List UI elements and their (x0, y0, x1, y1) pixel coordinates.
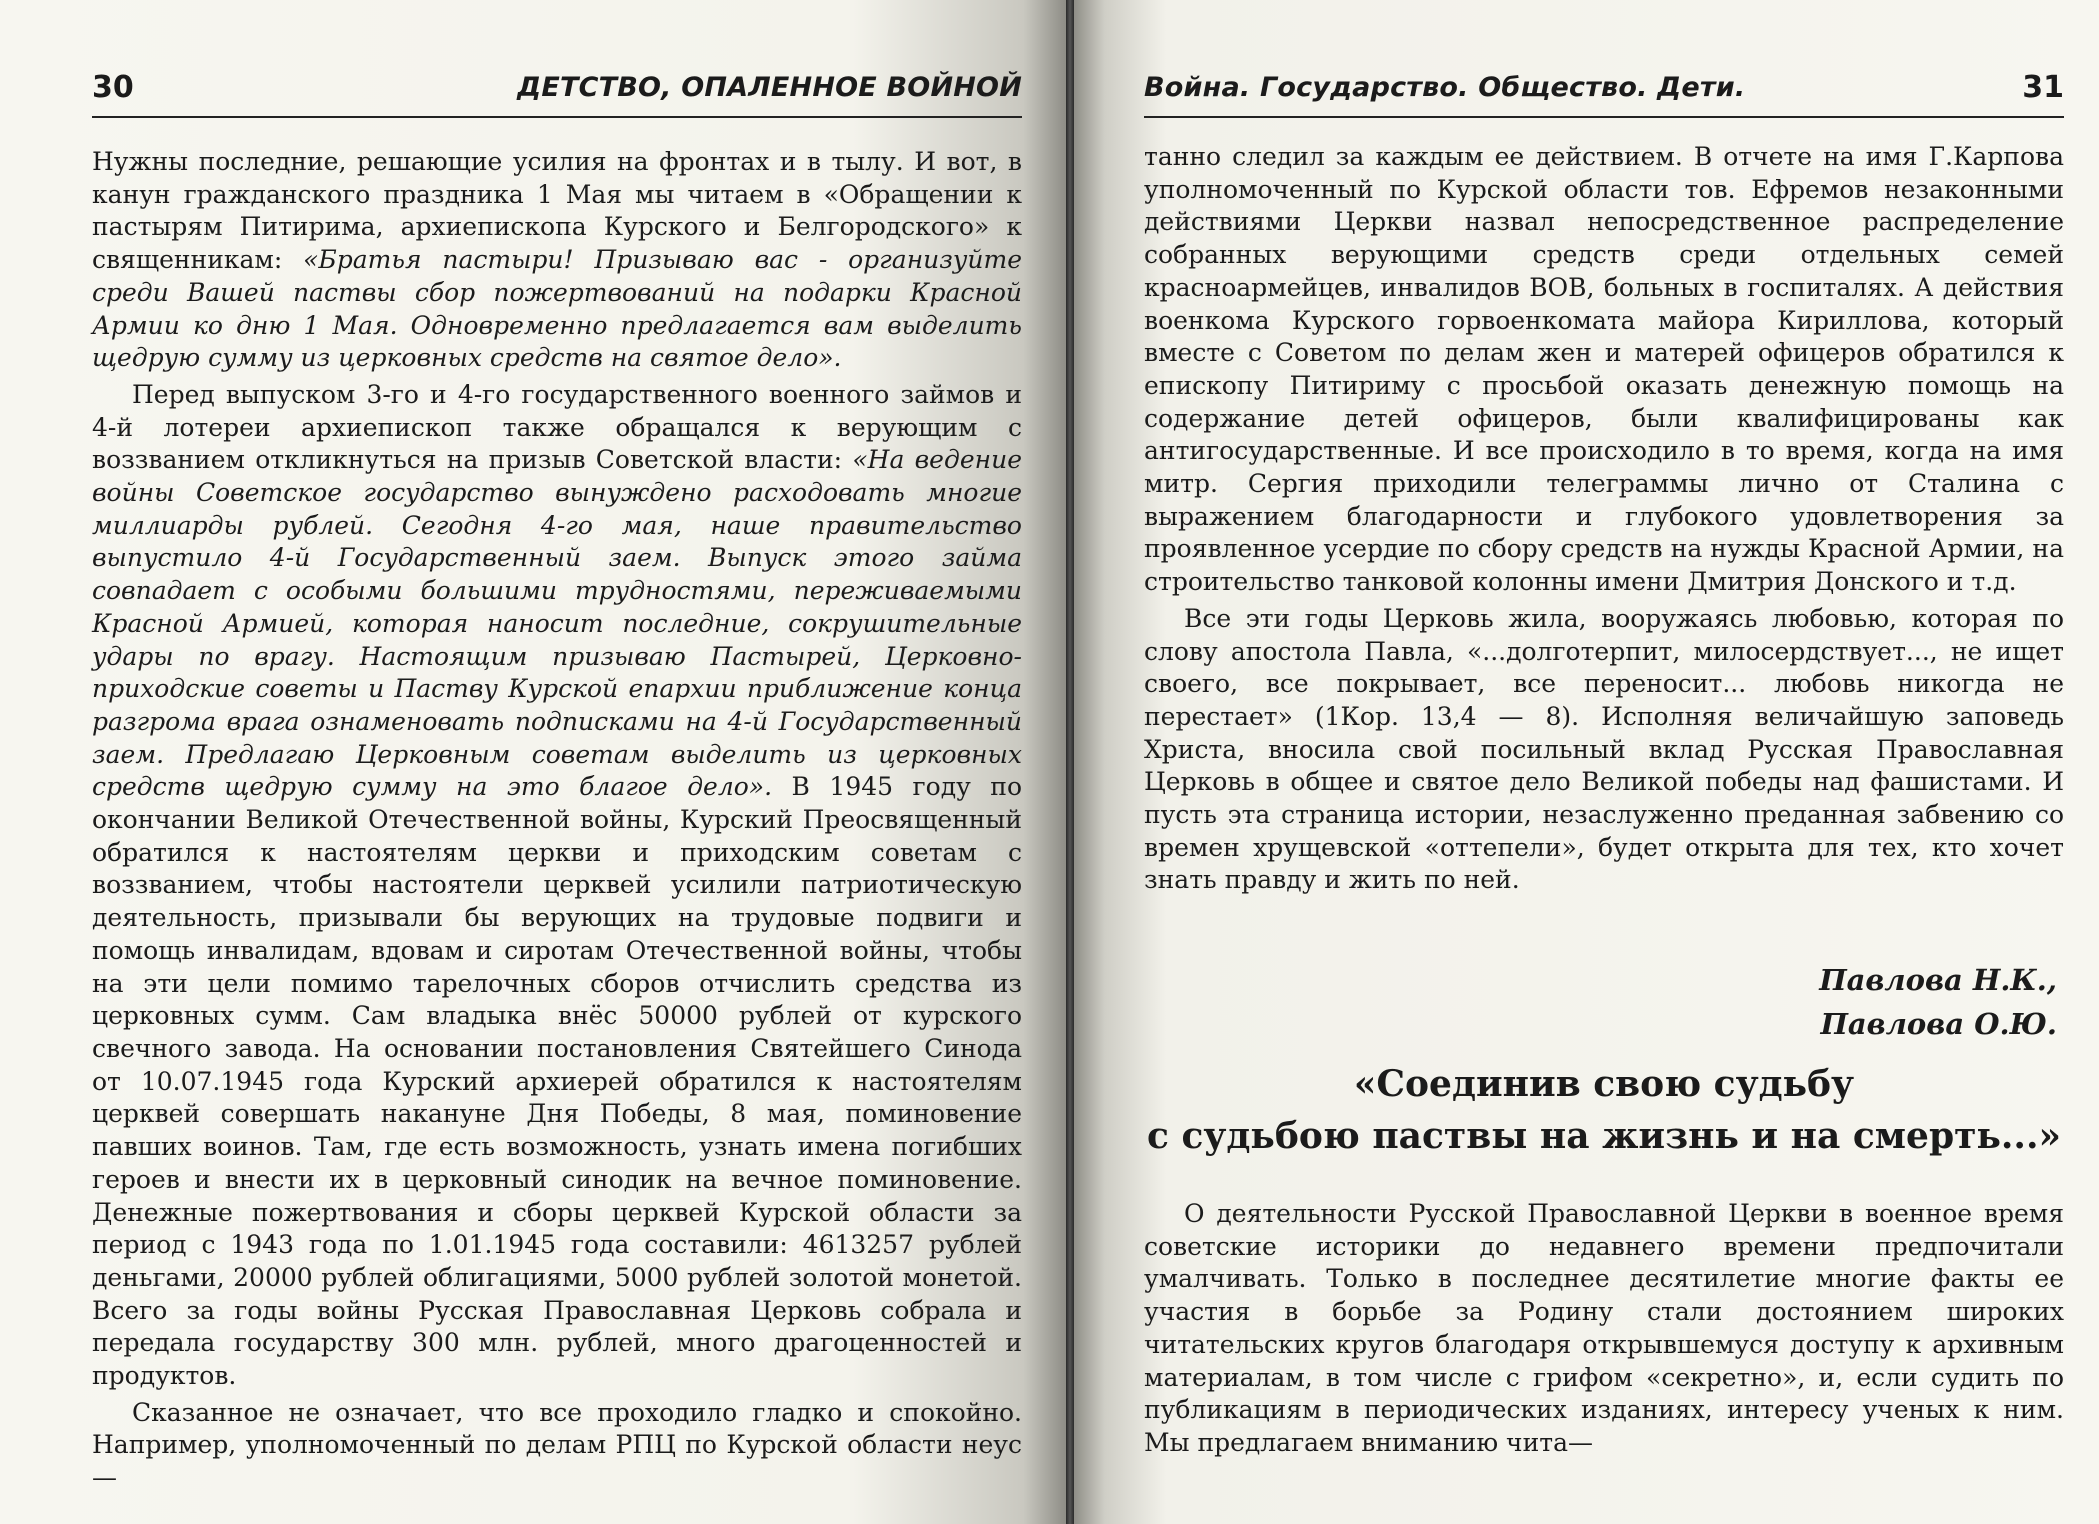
section-heading (1144, 1058, 2064, 1162)
author-name: Павлова О.Ю. (1820, 1007, 2057, 1041)
paragraph: танно следил за каждым ее действием. В отчете на имя Г.Карпова уполномоченный по Курской области тов. Ефремов незаконными действиями Церкви назвал непосредственное распределение собранных верующими средств среди отдельных семей красноармейцев, инвалидов ВОВ, больных в госпиталях. А действия военкома Курского горвоенкомата майора Кириллова, который вместе с Советом по делам жен и матерей офицеров обратился к епископу Питириму с просьбой оказать денежную помощь на содержание детей офицеров, были квалифицированы как антигосударственные. И все происходило в то время, когда на имя митр. Сергия приходили телеграммы лично от Сталина с выражением благодарности и глубокого удовлетворения за проявленное усердие по сбору средств на нужды Красной Армии, на строительство танковой колонны имени Дмитрия Донского и т.д. (1144, 142, 2064, 597)
left-page-header (92, 64, 1022, 118)
right-page-body (1144, 141, 2064, 897)
left-page-number: 30 (92, 70, 134, 105)
paragraph-text: Нужны последние, решающие усилия на фронтах и в тылу. И вот, в канун гражданского праздника 1 Мая мы читаем в «Обращении к пастырям Питирима, архиепископа Курского и Белгородского» к священникам: (92, 147, 1022, 275)
paragraph (92, 146, 1022, 375)
author-signature (1819, 958, 2057, 1046)
quotation: «Братья пастыри! Призываю вас - организуйте среди Вашей паствы сбор пожертвований на подарки Красной Армии ко дню 1 Мая. Одновременно предлагается вам выделить щедрую сумму из церковных средств на святое дело». (92, 245, 1023, 373)
paragraph: Сказанное не означает, что все проходило гладко и спокойно. Например, уполномоченный по делам РПЦ по Курской области неус— (92, 1397, 1022, 1493)
left-page-body (92, 146, 1022, 1495)
author-name: Павлова Н.К., (1819, 963, 2057, 997)
right-page (1074, 0, 2099, 1524)
left-running-title: ДЕТСТВО, ОПАЛЕННОЕ ВОЙНОЙ (517, 72, 1022, 103)
quotation: «На ведение войны Советское государство вынуждено расходовать многие миллиарды рублей. Сегодня 4-го мая, наше правительство выпустило 4-й Государственный заем. Выпуск этого займа совпадает с особыми большими трудностями, переживаемыми Красной Армией, которая наносит последние, сокрушительные удары по врагу. Настоящим призываю Пастырей, Церковно-приходские советы и Паству Курской епархии приближение конца разгрома врага ознаменовать подписками на 4-й Государственный заем. Предлагаю Церковным советам выделить из церковных средств щедрую сумму на это благое дело». (92, 445, 1022, 802)
right-page-header (1144, 64, 2064, 118)
section-body (1144, 1198, 2064, 1460)
book-gutter (1066, 0, 1074, 1524)
paragraph: Все эти годы Церковь жила, вооружаясь любовью, которая по слову апостола Павла, «...долготерпит, милосердствует..., не ищет своего, все покрывает, все переносит... любовь никогда не перестает» (1Кор. 13,4 — 8). Исполняя величайшую заповедь Христа, вносила свой посильный вклад Русская Православная Церковь в общее и святое дело Великой победы над фашистами. И пусть эта страница истории, незаслуженно преданная забвению со времен хрущевской «оттепели», будет открыта для тех, кто хочет знать правду и жить по ней. (1144, 603, 2064, 895)
right-page-number: 31 (2022, 70, 2064, 105)
paragraph: О деятельности Русской Православной Церкви в военное время советские историки до недавнего времени предпочитали умалчивать. Только в последнее десятилетие многие факты ее участия в борьбе за Родину стали достоянием широких читательских кругов благодаря открывшемуся доступу к архивным материалам, в том числе с грифом «секретно», и, если судить по публикациям в периодических изданиях, интересу ученых к ним. Мы предлагаем вниманию чита— (1144, 1199, 2064, 1457)
heading-line: «Соединив свою судьбу (1353, 1063, 1855, 1105)
paragraph-text: Перед выпуском 3-го и 4-го государственного военного займов и 4-й лотереи архиепископ также обращался к верующим с воззванием откликнуться на призыв Советской власти: (92, 379, 1022, 475)
paragraph (92, 379, 1022, 1393)
paragraph-text: В 1945 году по окончании Великой Отечественной войны, Курский Преосвященный обратился к настоятелям церкви и приходским советам с воззванием, чтобы настоятели церквей усилили патриотическую деятельность, призывали бы верующих на трудовые подвиги и помощь инвалидам, вдовам и сиротам Отечественной войны, чтобы на эти цели помимо тарелочных сборов отчислить средства из церковных сумм. Сам владыка внёс 50000 рублей от курского свечного завода. На основании постановления Святейшего Синода от 10.07.1945 года Курский архиерей обратился к настоятелям церквей совершать накануне Дня Победы, 8 мая, поминовение павших воинов. Там, где есть возможность, узнать имена погибших героев и внести их в церковный синодик на вечное поминовение. Денежные пожертвования и сборы церквей Курской области за период с 1943 года по 1.01.1945 года составили: 4613257 рублей деньгами, 20000 рублей облигациями, 5000 рублей золотой монетой. Всего за годы войны Русская Православная Церковь собрала и передала государству 300 млн. рублей, много драгоценностей и продуктов. (92, 772, 1022, 1391)
right-running-title: Война. Государство. Общество. Дети. (1144, 72, 1746, 103)
heading-line: с судьбою паствы на жизнь и на смерть...» (1147, 1115, 2061, 1157)
